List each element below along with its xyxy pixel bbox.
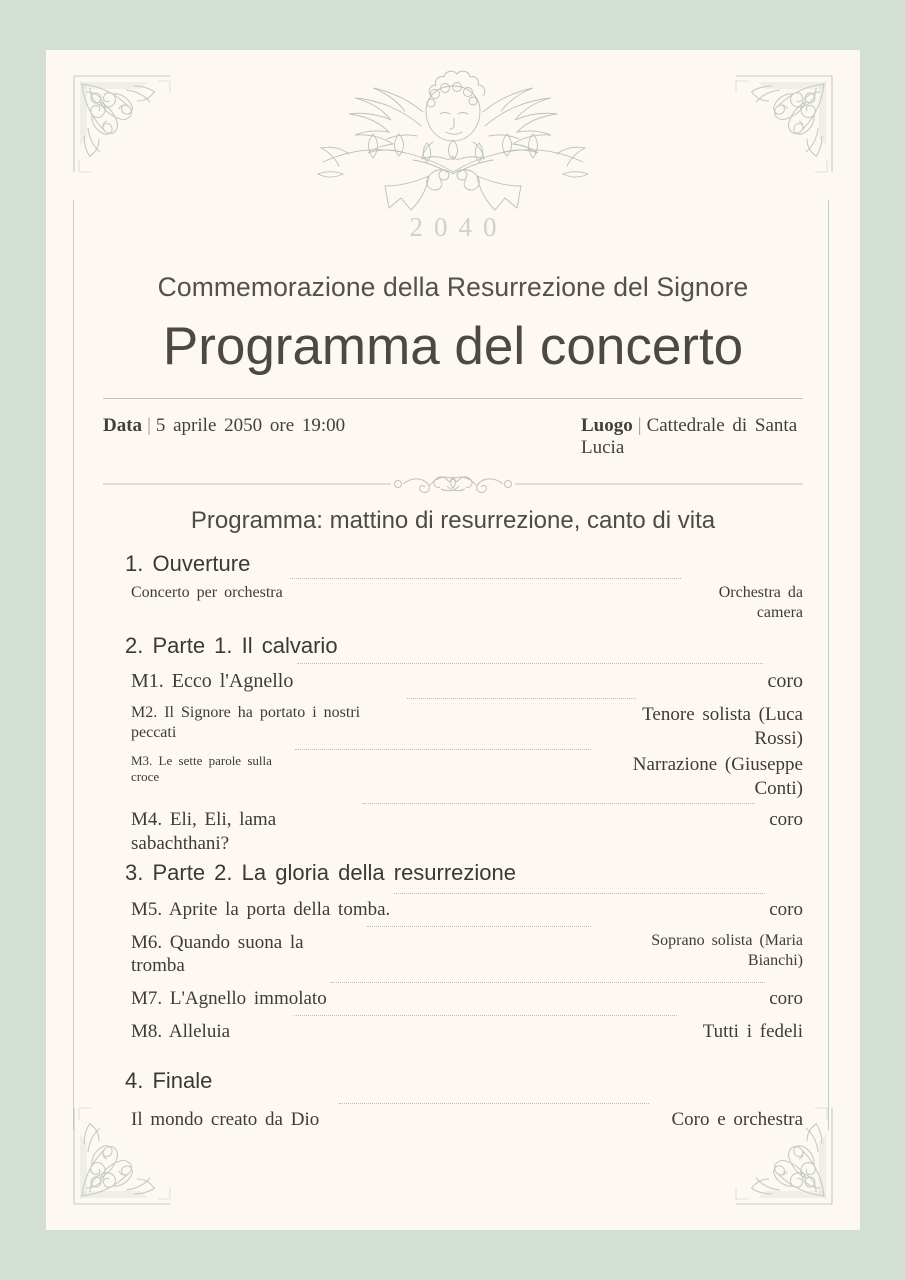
item-title: M3. Le sette parole sulla croce [131,752,272,785]
crest-year: 2040 [409,212,508,242]
inner-border-right [828,200,829,1130]
date-separator: | [147,415,151,437]
item-performer: Narrazione (Giuseppe Conti) [632,753,803,799]
date-label: Data [103,415,143,437]
inner-border-left [73,200,74,1130]
venue-block [473,415,803,459]
item-performer: coro [769,898,803,920]
program-item [103,931,803,979]
section-title: Ouverture [152,551,251,577]
item-performer: Soprano solista (Maria Bianchi) [651,931,803,969]
program-item [103,898,803,922]
program-item [103,808,803,856]
date-block [103,415,433,437]
section-heading [103,1068,803,1094]
page-title: Programma del concerto [162,317,744,376]
leader-dots [331,982,766,983]
corner-flourish-icon [66,68,178,180]
section-title: Parte 2. La gloria della resurrezione [152,859,517,885]
corner-flourish-icon [728,68,840,180]
program-item [103,1108,803,1132]
section-number: 1. [125,551,144,577]
item-title: M8. Alleluia [131,1020,231,1042]
leader-dots [295,749,591,750]
item-title: M7. L'Agnello immolato [131,988,327,1010]
event-meta [103,415,803,459]
item-title: M1. Ecco l'Agnello [131,670,294,693]
leader-dots [394,893,765,894]
program-section [103,633,803,856]
document-subtitle: Commemorazione della Resurrezione del Signore [157,272,749,302]
section-number: 4. [125,1067,144,1093]
venue-label: Luogo [581,415,633,437]
program-section [103,1068,803,1132]
program-item [103,703,803,751]
ornamental-divider [103,471,803,493]
item-performer: Tenore solista (Luca Rossi) [642,704,803,750]
program-section [103,860,803,1044]
program-item [103,583,803,623]
program-item [103,1020,803,1044]
section-heading [103,860,803,886]
document-body [103,272,803,1133]
section-number: 2. [125,633,144,659]
program-item [103,987,803,1011]
section-heading [103,551,803,577]
section-title: Parte 1. Il calvario [152,633,338,659]
leader-dots [407,698,636,699]
section-number: 3. [125,859,144,885]
leader-dots [294,1015,677,1016]
venue-separator: | [637,415,642,437]
leader-dots [290,578,681,579]
section-title: Finale [152,1067,213,1093]
leader-dots [339,1103,649,1104]
item-performer: coro [769,988,803,1010]
item-title: M2. Il Signore ha portato i nostri peccati [131,704,361,742]
program-item [103,753,803,801]
program-card [46,50,860,1230]
item-performer: Coro e orchestra [671,1108,803,1130]
leader-dots [363,803,755,804]
item-title: Concerto per orchestra [131,584,283,602]
leader-dots [367,926,591,927]
section-heading [103,633,803,659]
date-value: 5 aprile 2050 ore 19:00 [155,415,346,437]
item-performer: Tutti i fedeli [702,1020,803,1042]
leader-dots [297,663,763,664]
program-item [103,669,803,694]
item-performer: coro [767,670,803,693]
item-title: M4. Eli, Eli, lama sabachthani? [131,809,277,855]
item-title: M6. Quando suona la tromba [131,931,304,977]
cherub-angel-icon [303,62,603,212]
program-heading: Programma: mattino di resurrezione, canto di vita [190,507,716,535]
item-performer: Orchestra da camera [718,584,803,622]
item-title: M5. Aprite la porta della tomba. [131,898,391,920]
program-section [103,551,803,623]
title-divider [103,398,803,399]
item-title: Il mondo creato da Dio [131,1108,320,1130]
venue-value: Cattedrale di Santa Lucia [581,415,798,459]
item-performer: coro [769,809,803,831]
